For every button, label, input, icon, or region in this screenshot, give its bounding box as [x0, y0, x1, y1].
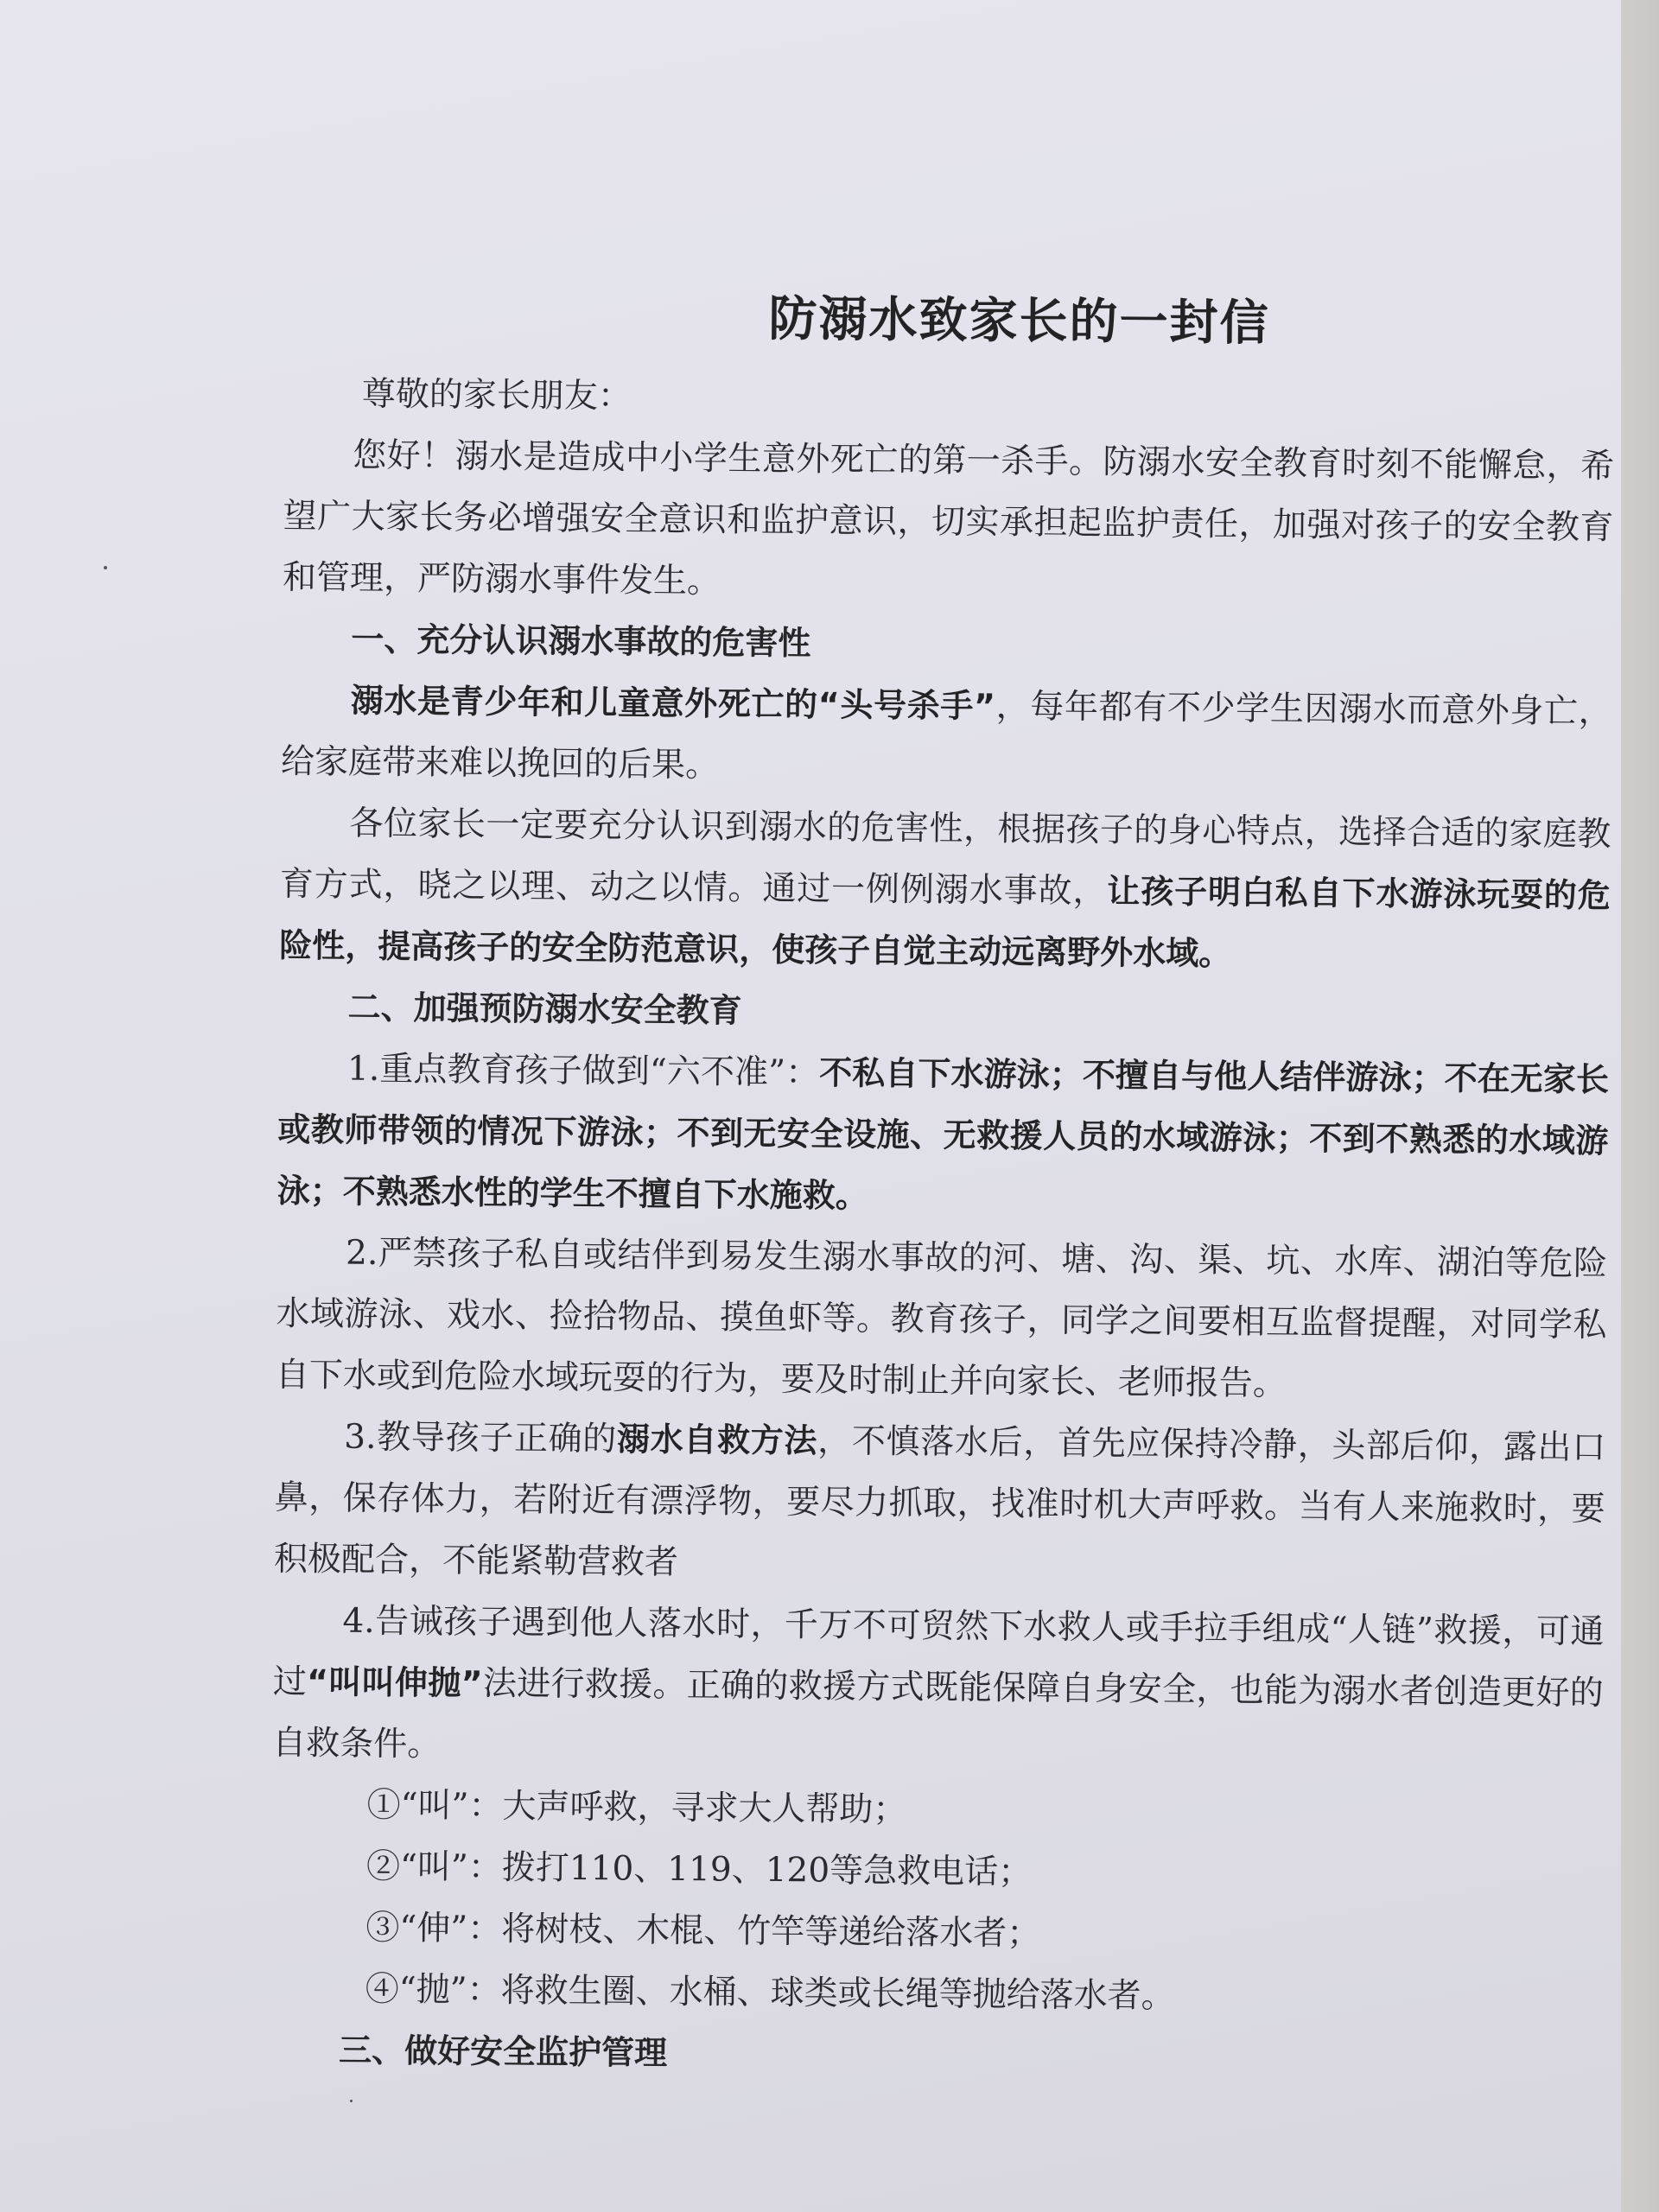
section-2-item-4 — [272, 1590, 1605, 1785]
plain-text: ，不慎落水后，首先应保持冷静，头部后仰，露出口鼻，保存体力，若附近有漂浮物，要尽力抓取，找准时机大声呼救。当有人来施救时，要积极配合，不能紧勒营救者 — [273, 1421, 1606, 1583]
salutation: 尊敬的家长朋友： — [361, 374, 632, 416]
rescue-method-2: ②“叫”：拨打110、119、120等急救电话； — [365, 1847, 1033, 1892]
paper-speck — [104, 566, 107, 569]
plain-text: 法进行救援。正确的救援方式既能保障自身安全，也能为溺水者创造更好的自救条件。 — [271, 1664, 1604, 1764]
section-2-heading: 二、加强预防溺水安全教育 — [347, 988, 742, 1030]
plain-text: ，每年都有不少学生因溺水而意外身亡，给家庭带来难以挽回的后果。 — [280, 687, 1612, 785]
background-surface — [1621, 0, 1659, 2212]
bold-text: 溺水是青少年和儿童意外死亡的“头号杀手” — [350, 681, 996, 726]
intro-paragraph: 您好！溺水是造成中小学生意外死亡的第一杀手。防溺水安全教育时刻不能懈怠，希望广大家长务必增强安全意识和监护意识，切实承担起监护责任，加强对孩子的安全教育和管理，严防溺水事件发生。 — [282, 435, 1615, 601]
plain-text: 3.教导孩子正确的 — [344, 1417, 618, 1459]
bold-text: 让孩子明白私自下水游泳玩耍的危险性，提高孩子的安全防范意识，使孩子自觉主动远离野外水域。 — [279, 872, 1611, 973]
bold-text: “叫叫伸抛” — [306, 1662, 483, 1703]
section-1-heading: 一、充分认识溺水事故的危害性 — [351, 620, 811, 663]
section-2-item-2: 2.严禁孩子私自或结伴到易发生溺水事故的河、塘、沟、渠、坑、水库、湖泊等危险水域游泳、戏水、捡拾物品、摸鱼虾等。教育孩子，同学之间要相互监督提醒，对同学私自下水或到危险水域玩耍的行为，要及时制止并向家长、老师报告。 — [275, 1233, 1608, 1404]
document-title: 防溺水致家长的一封信 — [768, 290, 1270, 352]
section-2-item-3 — [274, 1406, 1606, 1601]
section-2-item-1 — [276, 1038, 1609, 1233]
bold-text: 溺水自救方法 — [616, 1420, 818, 1460]
paper-speck — [350, 2100, 353, 2102]
letter-body — [270, 276, 1616, 2092]
section-3-heading: 三、做好安全监护管理 — [338, 2031, 668, 2072]
plain-text: 1.重点教育孩子做到“六不准”： — [346, 1049, 820, 1093]
section-1-paragraph-1 — [281, 670, 1612, 804]
plain-text: 4.告诫孩子遇到他人落水时，千万不可贸然下水救人或手拉手组成“人链”救援，可通过 — [272, 1601, 1605, 1702]
bold-text: 不私自下水游泳；不擅自与他人结伴游泳；不在无家长或教师带领的情况下游泳；不到无安全设施、无救援人员的水域游泳；不到不熟悉的水域游泳；不熟悉水性的学生不擅自下水施救。 — [276, 1053, 1610, 1215]
rescue-method-3: ③“伸”：将树枝、木棍、竹竿等递给落水者； — [365, 1908, 1041, 1954]
plain-text: 各位家长一定要充分认识到溺水的危害性，根据孩子的身心特点，选择合适的家庭教育方式，晓之以理、动之以情。通过一例例溺水事故， — [279, 804, 1611, 912]
section-1-paragraph-2 — [279, 792, 1611, 988]
rescue-method-4: ④“抛”：将救生圈、水桶、球类或长绳等抛给落水者。 — [365, 1969, 1175, 2017]
rescue-method-1: ①“叫”：大声呼救，寻求大人帮助； — [366, 1785, 907, 1830]
